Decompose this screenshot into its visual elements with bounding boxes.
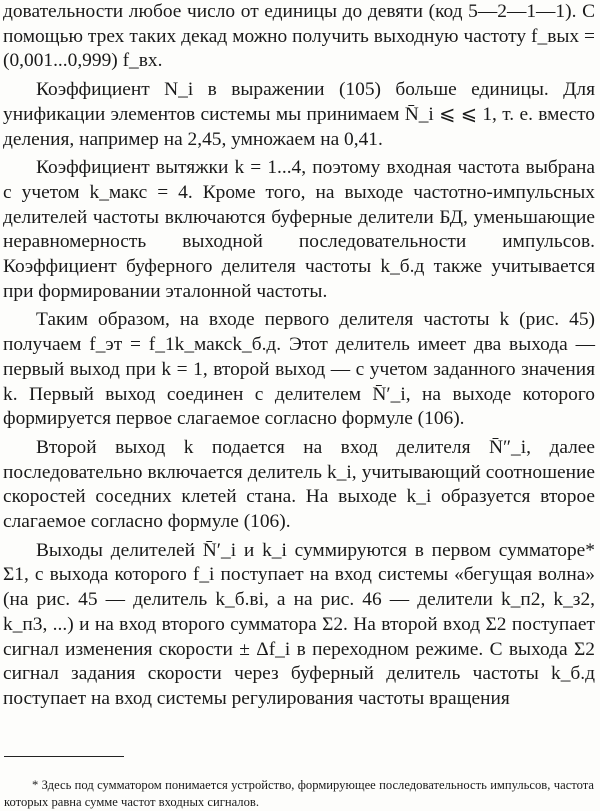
paragraph-1: довательности любое число от единицы до девяти (код 5—2—1—1). С помощью трех таких декад можно получить выходную частоту f_вых = (0,001...0,999) f_вх. xyxy=(3,1,595,72)
paragraph-2: Коэффициент N_i в выражении (105) больше единицы. Для унификации элементов системы мы принимаем N̄_i ⩽ ⩽ 1, т. е. вместо деления, например на 2,45, умножаем на 0,41. xyxy=(3,79,595,150)
footnote: * Здесь под сумматором понимается устройство, формирующее последовательность импульсов, частота которых равна сумме частот входных сигналов. xyxy=(4,777,594,809)
footnote-divider xyxy=(4,756,124,757)
paragraph-4: Таким образом, на входе первого делителя частоты k (рис. 45) получаем f_эт = f_1k_максk_б.д. Этот делитель имеет два выхода — первый выход при k = 1, второй выход — с учетом заданного значения k. Первый выход соединен с делителем N̄′_i, на выходе которого формируется первое слагаемое согласно формуле (106). xyxy=(3,309,595,430)
paragraph-5: Второй выход k подается на вход делителя N̄″_i, далее последовательно включается делитель k_i, учитывающий соотношение скоростей соседних клетей стана. На выходе k_i образуется второе слагаемое согласно формуле (106). xyxy=(3,436,595,533)
main-text xyxy=(3,0,595,712)
paragraph-6: Выходы делителей N̄′_i и k_i суммируются в первом сумматоре* Σ1, с выхода которого f_i поступает на вход системы «бегущая волна» (на рис. 45 — делитель k_б.вi, а на рис. 46 — делители k_п2, k_з2, k_п3, ...) и на вход второго сумматора Σ2. На второй вход Σ2 поступает сигнал изменения скорости ± Δf_i в переходном режиме. С выхода Σ2 сигнал задания скорости через буферный делитель частоты k_б.д поступает на вход системы регулирования частоты вращения xyxy=(3,539,595,709)
paragraph-3: Коэффициент вытяжки k = 1...4, поэтому входная частота выбрана с учетом k_макс = 4. Кроме того, на выходе частотно-импульсных делителей частоты включаются буферные делители БД, уменьшающие неравномерность выходной последовательности импульсов. Коэффициент буферного делителя частоты k_б.д также учитывается при формировании эталонной частоты. xyxy=(3,157,595,302)
